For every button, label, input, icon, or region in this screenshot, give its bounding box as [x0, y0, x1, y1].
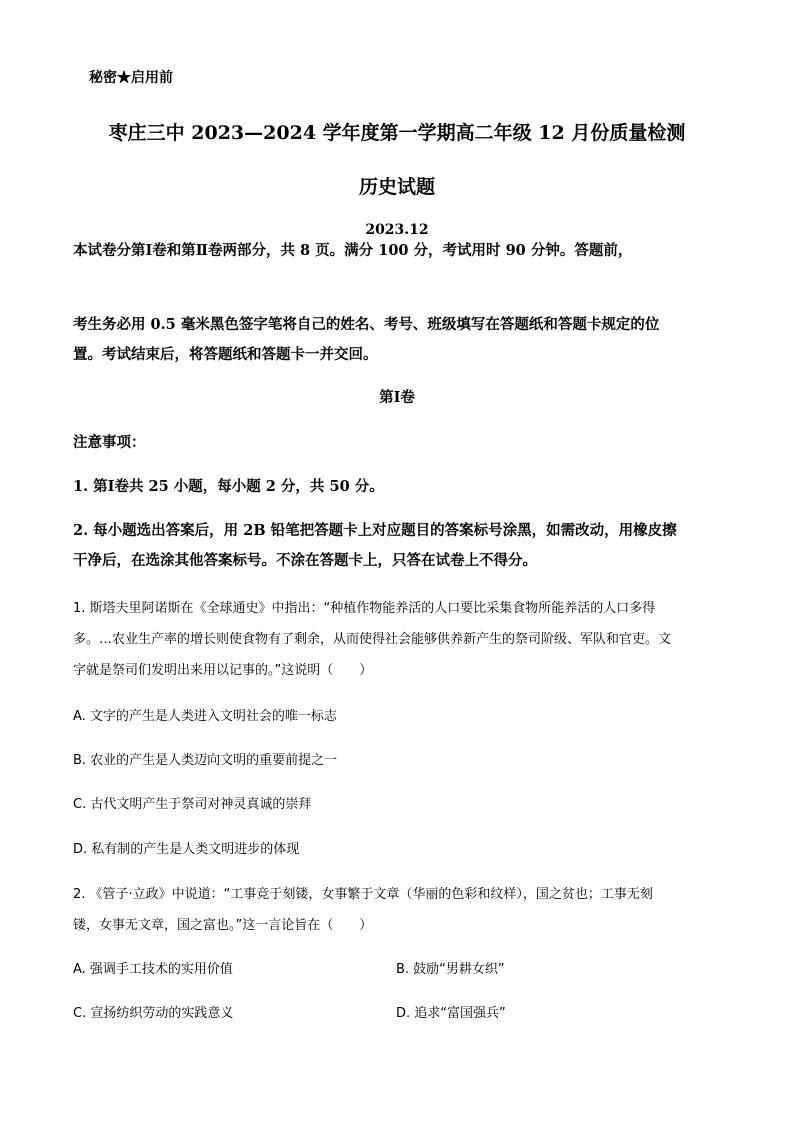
option-d: D. 追求“富国强兵”	[396, 1006, 506, 1021]
exam-subtitle: 历史试题	[358, 176, 435, 198]
question-stem: 2. 《管子·立政》中说道：“工事竞于刻镂，女事繁于文章（华丽的色彩和纹样），国之贫也；工事无刻	[73, 887, 653, 902]
instruction-line: 本试卷分第Ⅰ卷和第Ⅱ卷两部分，共 8 页。满分 100 分，考试用时 90 分钟。答题前，	[73, 242, 633, 259]
confidential-label: 秘密★启用前	[89, 70, 173, 86]
option-a: A. 强调手工技术的实用价值	[73, 962, 233, 977]
note-item: 干净后，在选涂其他答案标号。不涂在答题卡上，只答在试卷上不得分。	[73, 552, 537, 569]
note-item: 1. 第Ⅰ卷共 25 小题，每小题 2 分，共 50 分。	[73, 478, 384, 495]
instruction-line: 考生务必用 0.5 毫米黑色签字笔将自己的姓名、考号、班级填写在答题纸和答题卡规定的位	[73, 316, 660, 333]
question-stem: 镂，女事无文章，国之富也。”这一言论旨在（ ）	[73, 918, 373, 933]
exam-date: 2023.12	[365, 222, 429, 238]
option-b: B. 鼓励“男耕女织”	[396, 962, 505, 977]
note-item: 2. 每小题选出答案后，用 2B 铅笔把答题卡上对应题目的答案标号涂黑，如需改动，用橡皮擦	[73, 522, 677, 539]
question-stem: 字就是祭司们发明出来用以记事的。”这说明（ ）	[73, 663, 373, 678]
notes-heading: 注意事项：	[73, 434, 146, 451]
option-b: B. 农业的产生是人类迈向文明的重要前提之一	[73, 753, 338, 768]
option-a: A. 文字的产生是人类进入文明社会的唯一标志	[73, 709, 337, 724]
question-stem: 多。…农业生产率的增长则使食物有了剩余，从而使得社会能够供养新产生的祭司阶级、军队和官吏。文	[73, 632, 672, 647]
part-heading: 第Ⅰ卷	[379, 389, 415, 406]
instruction-line: 置。考试结束后，将答题纸和答题卡一并交回。	[73, 346, 378, 363]
option-d: D. 私有制的产生是人类文明进步的体现	[73, 842, 300, 857]
exam-title: 枣庄三中 2023—2024 学年度第一学期高二年级 12 月份质量检测	[108, 122, 686, 144]
question-stem: 1. 斯塔夫里阿诺斯在《全球通史》中指出：“种植作物能养活的人口要比采集食物所能养活的人口多得	[73, 601, 656, 616]
option-c: C. 宣扬纺织劳动的实践意义	[73, 1006, 234, 1021]
option-c: C. 古代文明产生于祭司对神灵真诚的崇拜	[73, 797, 312, 812]
